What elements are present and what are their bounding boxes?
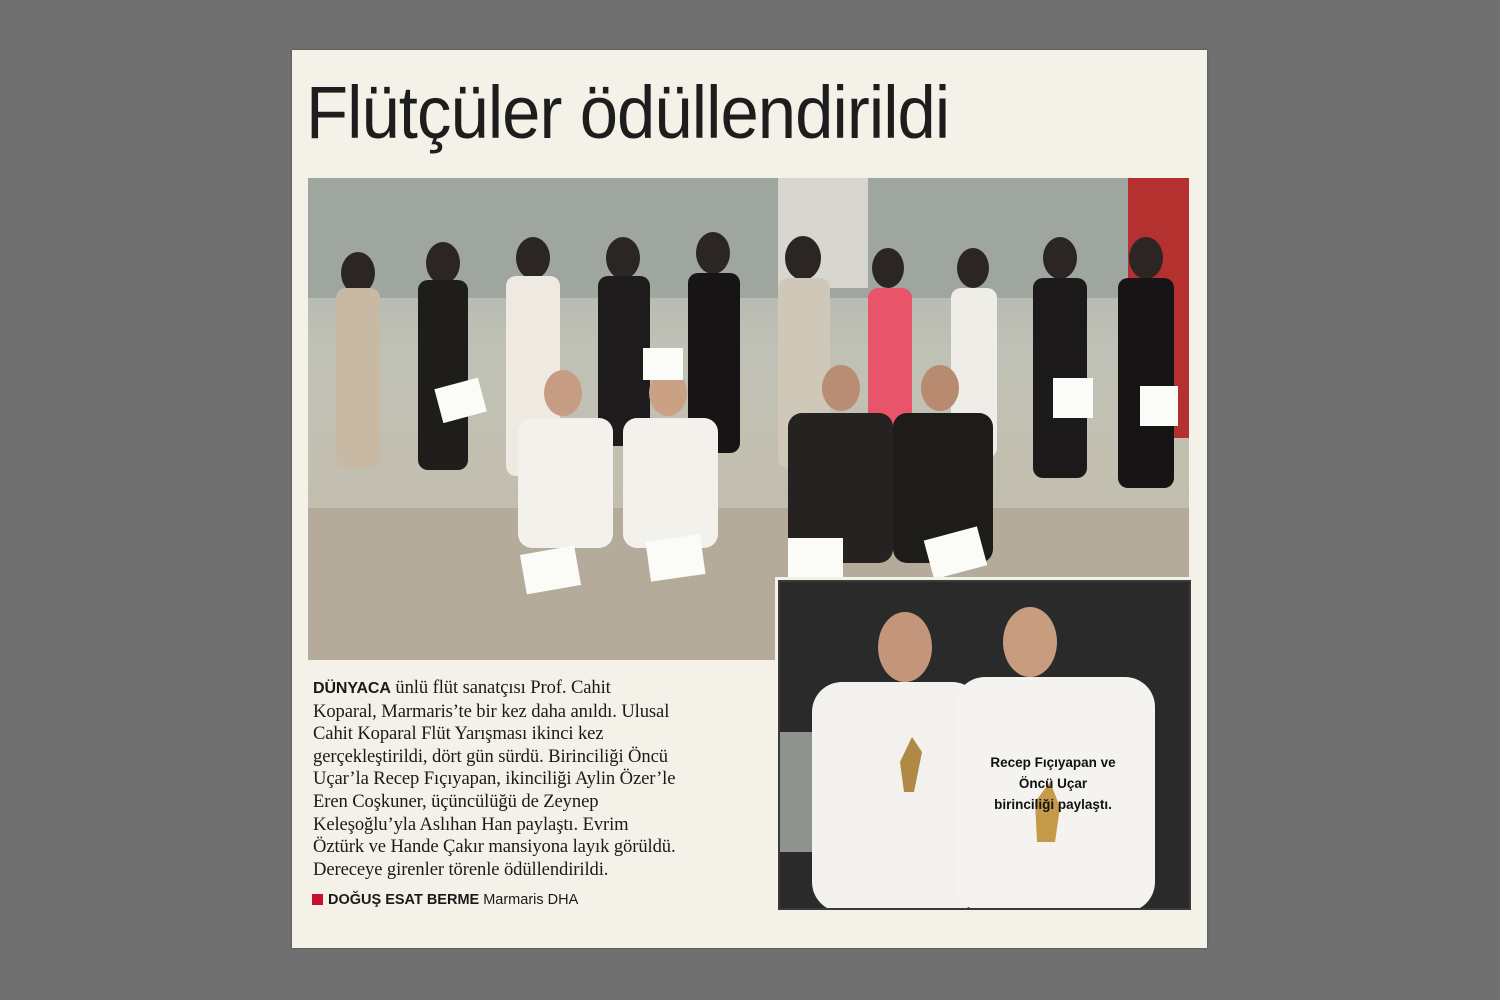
headline: Flütçüler ödüllendirildi (306, 71, 950, 154)
article-line: Eren Coşkuner, üçüncülüğü de Zeynep (313, 790, 599, 812)
byline-marker-icon (312, 894, 323, 905)
article-body (313, 677, 773, 881)
article-line (313, 677, 773, 701)
article-line: Keleşoğlu’yla Aslıhan Han paylaştı. Evrim (313, 813, 629, 835)
byline-author: DOĞUŞ ESAT BERME (328, 892, 480, 908)
winners-photo-illustration (780, 582, 1191, 910)
winners-photo-caption (958, 752, 1148, 815)
newspaper-clipping (292, 50, 1207, 948)
winners-photo-caption-line: birinciliği paylaştı. (994, 797, 1112, 812)
winners-photo-caption-line: Recep Fıçıyapan ve (990, 755, 1116, 770)
article-lead-word: DÜNYACA (313, 680, 391, 697)
article-line: Öztürk ve Hande Çakır mansiyona layık görüldü. (313, 836, 676, 858)
article-line: gerçekleştirildi, dört gün sürdü. Birinciliği Öncü (313, 745, 668, 767)
article-line: Koparal, Marmaris’te bir kez daha anıldı. Ulusal (313, 700, 670, 722)
byline (312, 892, 578, 908)
article-line-text: ünlü flüt sanatçısı Prof. Cahit (390, 677, 611, 698)
winners-photo-caption-line: Öncü Uçar (1018, 776, 1088, 791)
article-line: Dereceye girenler törenle ödüllendirildi. (313, 858, 609, 880)
winners-photo (778, 580, 1191, 910)
article-line: Uçar’la Recep Fıçıyapan, ikinciliği Aylin Özer’le (313, 768, 676, 790)
byline-agency: Marmaris DHA (483, 892, 579, 908)
article-line: Cahit Koparal Flüt Yarışması ikinci kez (313, 723, 604, 745)
